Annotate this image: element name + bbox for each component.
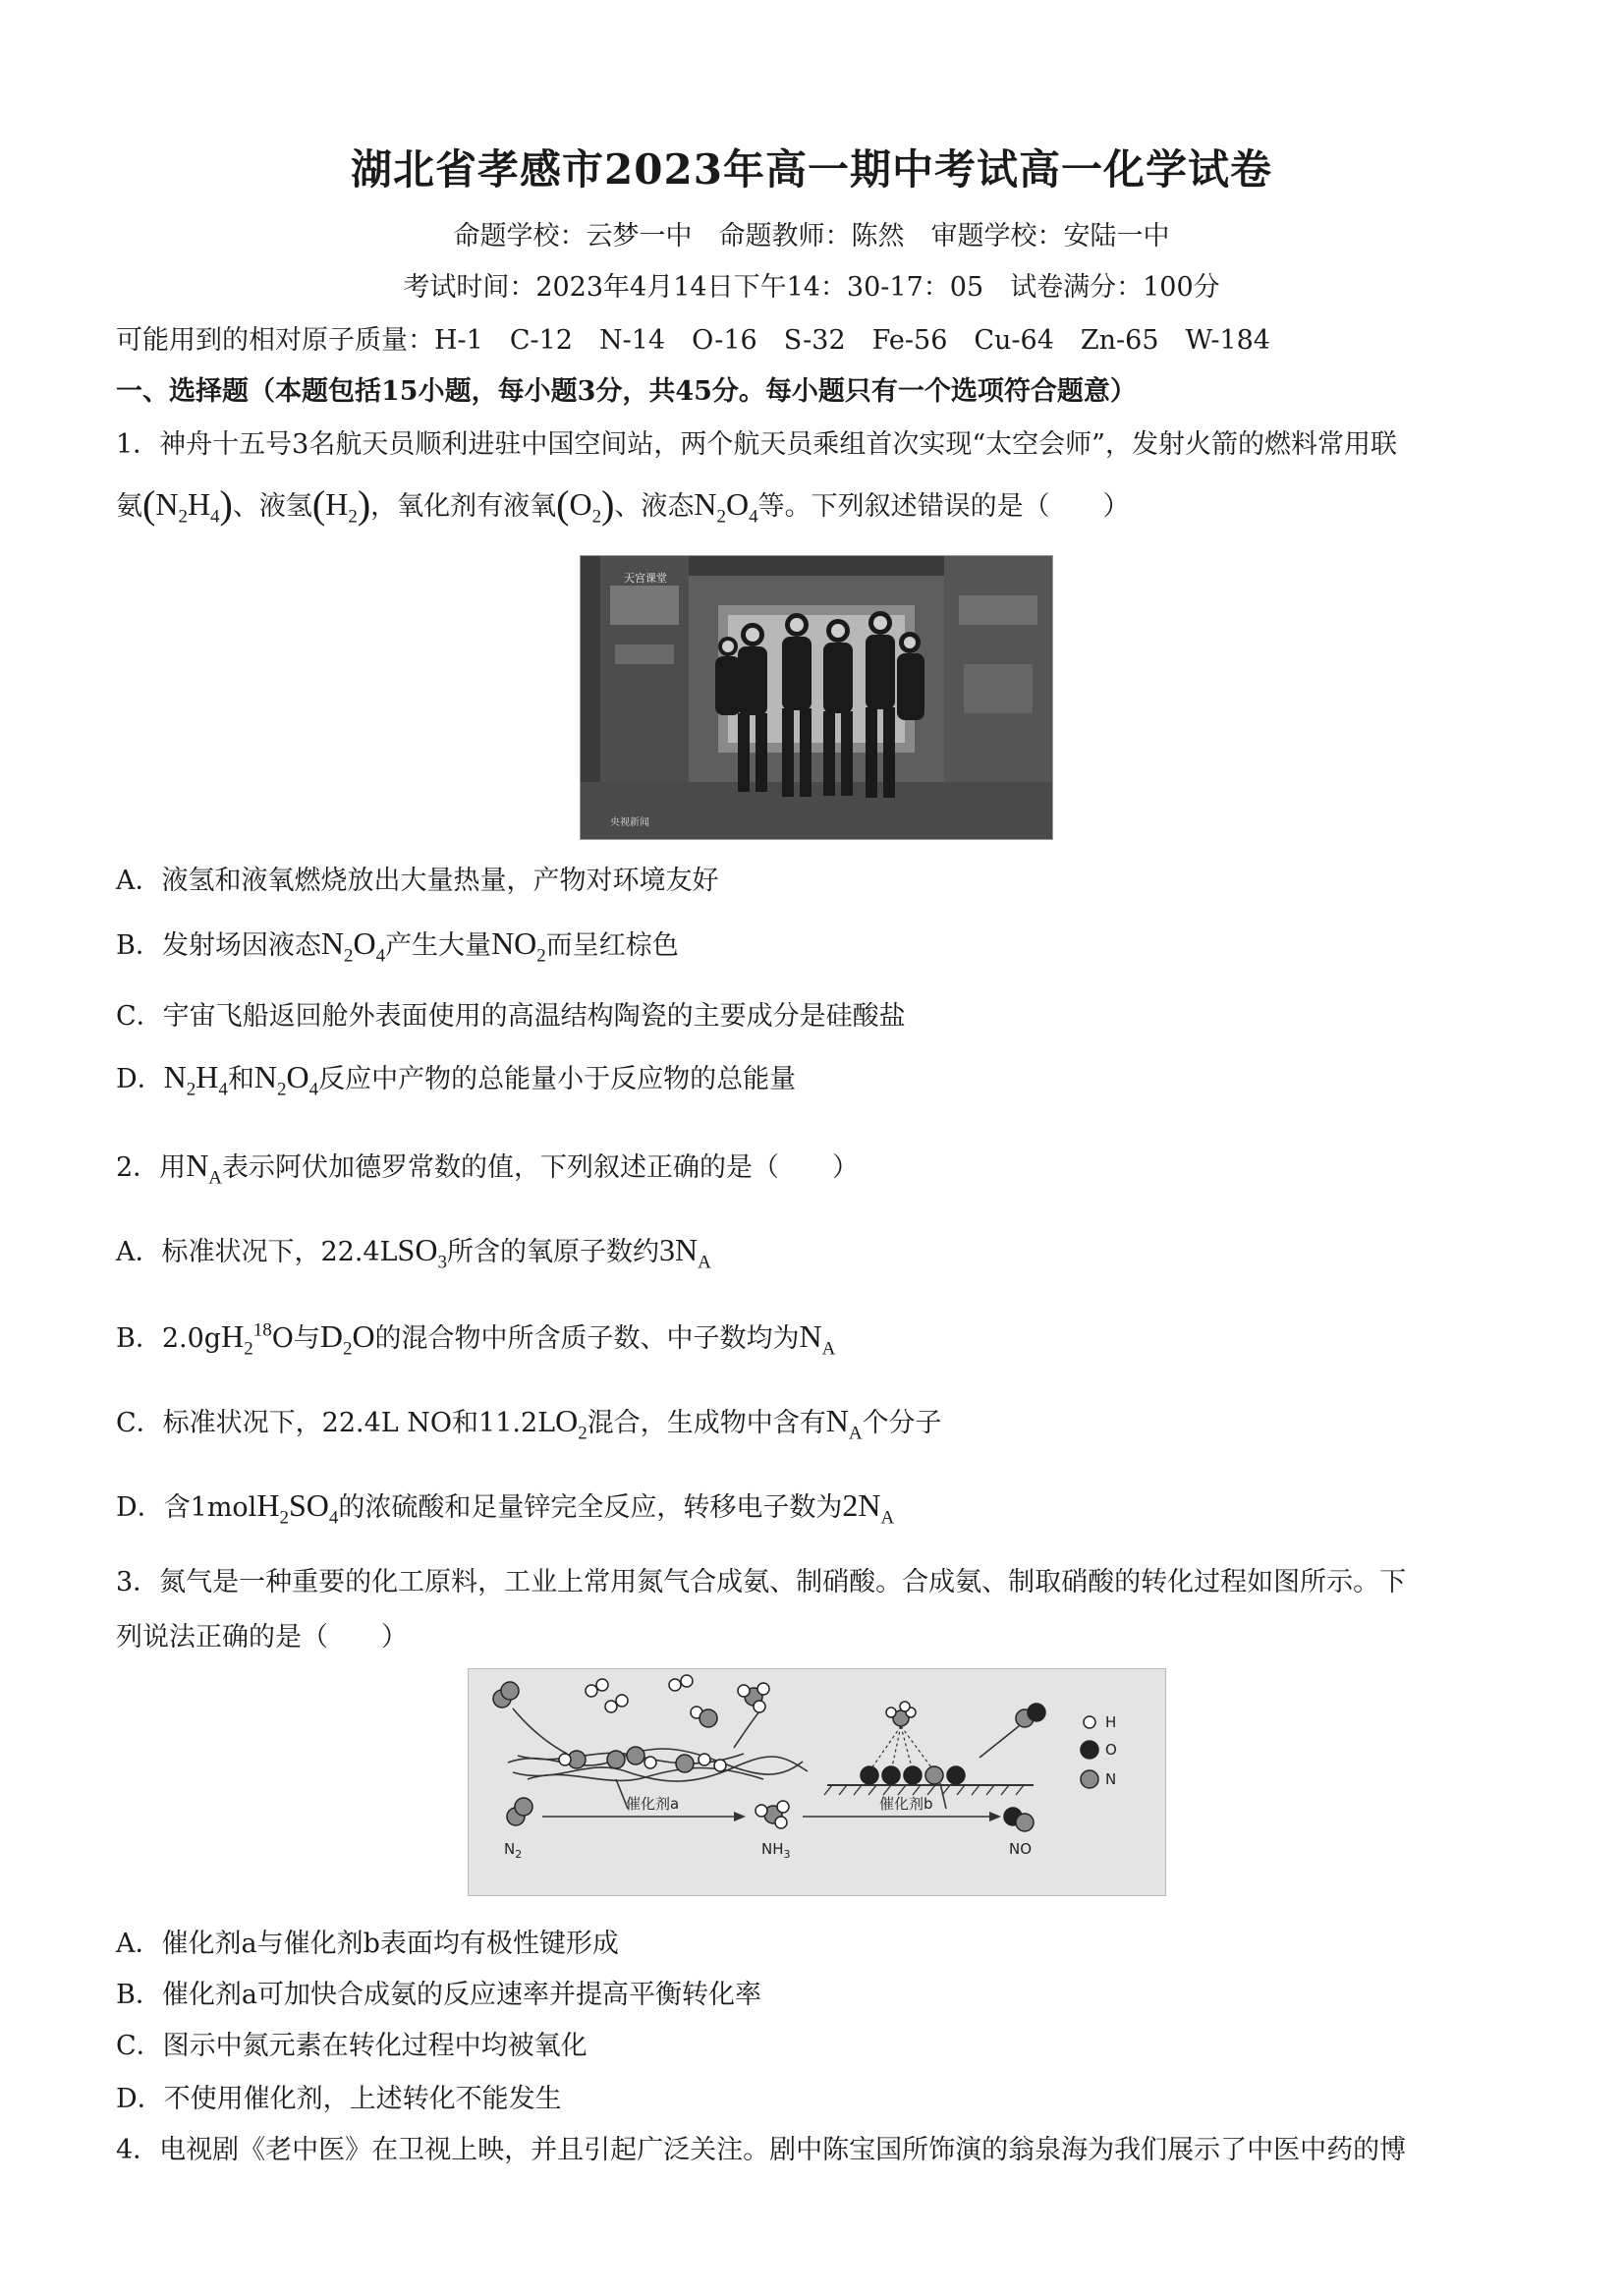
page-title: 湖北省孝感市2023年高一期中考试高一化学试卷: [351, 145, 1272, 194]
q3-option-a: A．催化剂a与催化剂b表面均有极性键形成: [116, 1929, 619, 1959]
q3-option-b: B．催化剂a可加快合成氨的反应速率并提高平衡转化率: [116, 1980, 761, 2010]
no-label: NO: [1009, 1840, 1033, 1858]
exam-time: 考试时间：2023年4月14日下午14：30-17：05 试卷满分：100分: [403, 272, 1220, 303]
catalyst-b-label: 催化剂b: [879, 1795, 933, 1813]
catalyst-a-label: 催化剂a: [626, 1795, 680, 1813]
q3-option-c: C．图示中氮元素在转化过程中均被氧化: [116, 2031, 588, 2061]
q3-stem-line2: 列说法正确的是（ ）: [116, 1622, 408, 1652]
proposer-info: 命题学校：云梦一中 命题教师：陈然 审题学校：安陆一中: [453, 221, 1170, 252]
photo-caption: 天宫课堂: [624, 572, 667, 585]
q2-option-b: B．$2.0gH_2^{18}O$与$D_2O$的混合物中所含质子数、中子数均为$N_A$: [116, 1318, 836, 1360]
q2-option-d: D．含$1molH_2SO_4$的浓硫酸和足量锌完全反应，转移电子数为$2N_A$: [116, 1487, 895, 1529]
legend-h: H: [1105, 1713, 1117, 1731]
q2-stem: 2．用$N_A$表示阿伏加德罗常数的值，下列叙述正确的是（ ）: [116, 1148, 860, 1189]
q2-option-c: C．标准状况下，22.4L NO和$11.2LO_2$混合，生成物中含有$N_A$个分子: [116, 1403, 942, 1444]
q2-option-a: A．标准状况下，$22.4LSO_3$所含的氧原子数约$3N_A$: [116, 1232, 711, 1273]
nitrogen-conversion-diagram: [468, 1668, 1166, 1896]
nh3-label: $NH_3$: [761, 1840, 791, 1861]
q1-option-b: B．发射场因液态$N_2O_4$产生大量$NO_2$而呈红棕色: [116, 925, 679, 967]
photo-watermark: 央视新闻: [610, 817, 649, 828]
q1-option-a: A．液氢和液氧燃烧放出大量热量，产物对环境友好: [116, 866, 719, 896]
section-heading: 一、选择题（本题包括15小题，每小题3分，共45分。每小题只有一个选项符合题意）: [116, 376, 1137, 407]
legend-o: O: [1105, 1741, 1117, 1759]
q3-option-d: D．不使用催化剂，上述转化不能发生: [116, 2084, 562, 2114]
q1-stem-line1: 1．神舟十五号3名航天员顺利进驻中国空间站，两个航天员乘组首次实现“太空会师”，发射火箭的燃料常用联: [116, 429, 1397, 460]
q1-option-d: D．$N_2H_4$和$N_2O_4$反应中产物的总能量小于反应物的总能量: [116, 1059, 797, 1100]
n2-label: $N_2$: [504, 1840, 523, 1861]
q4-stem-line1: 4．电视剧《老中医》在卫视上映，并且引起广泛关注。剧中陈宝国所饰演的翁泉海为我们展示了中医中药的博: [116, 2135, 1407, 2165]
q3-stem-line1: 3．氮气是一种重要的化工原料，工业上常用氮气合成氨、制硝酸。合成氨、制取硝酸的转化过程如图所示。下: [116, 1567, 1407, 1597]
q1-option-c: C．宇宙飞船返回舱外表面使用的高温结构陶瓷的主要成分是硅酸盐: [116, 1001, 906, 1032]
astronaut-photo: [580, 555, 1053, 840]
atomic-masses: 可能用到的相对原子质量：H-1 C-12 N-14 O-16 S-32 Fe-56 Cu-64 Zn-65 W-184: [116, 325, 1270, 356]
q1-stem-line2: 氨$(N_2H_4)$、液氢$(H_2)$，氧化剂有液氧$(O_2)$、液态$N_2O_4$等。下列叙述错误的是（ ）: [116, 482, 1130, 528]
legend-n: N: [1105, 1770, 1117, 1788]
